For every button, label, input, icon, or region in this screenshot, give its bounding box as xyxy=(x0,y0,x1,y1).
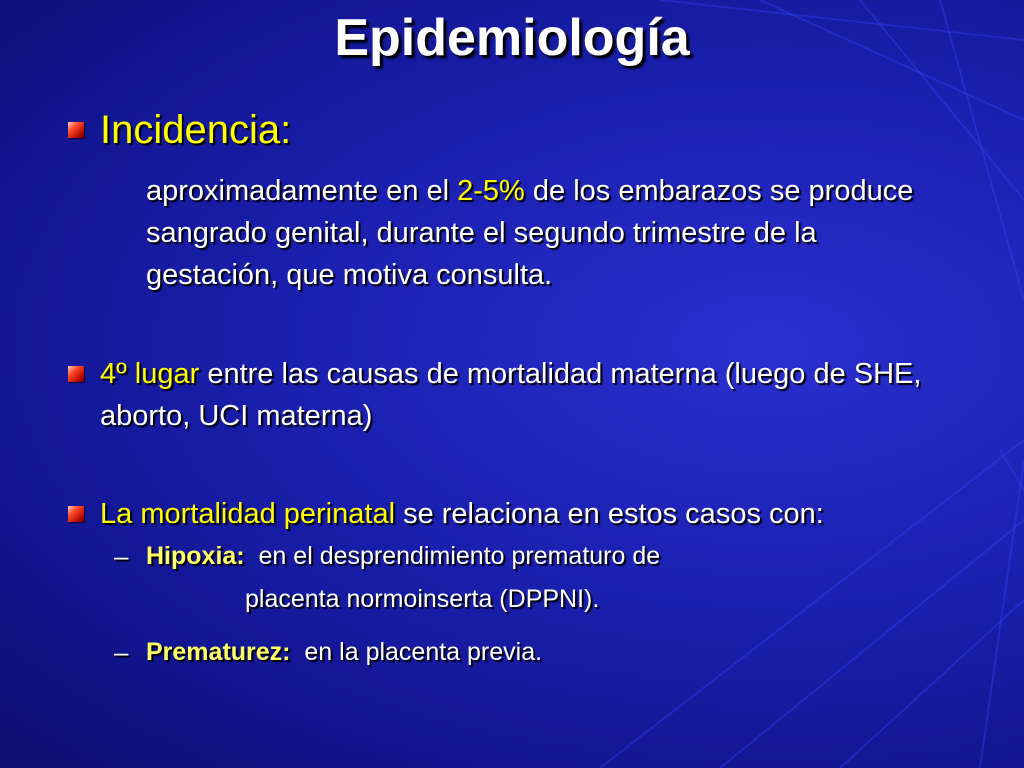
mortalidad-paragraph xyxy=(100,493,1000,535)
incidencia-highlight: 2-5% xyxy=(457,175,525,207)
dash-icon: – xyxy=(114,637,129,667)
lugar-highlight-number: 4º xyxy=(100,358,127,390)
incidencia-paragraph xyxy=(146,170,946,296)
incidencia-text-before: aproximadamente en el xyxy=(146,175,458,207)
bullet-icon xyxy=(68,506,84,522)
lugar-text: entre las causas de mortalidad materna (luego de SHE, aborto, UCI materna) xyxy=(100,358,922,432)
bullet-icon xyxy=(68,366,84,382)
sub-item-label: Prematurez: xyxy=(146,638,291,666)
sub-item-hipoxia xyxy=(146,534,906,578)
lugar-paragraph xyxy=(100,353,980,437)
sub-item-hipoxia-continuation: placenta normoinserta (DPPNI). xyxy=(245,585,600,613)
mortalidad-highlight: La mortalidad perinatal xyxy=(100,498,396,530)
mortalidad-text: se relaciona en estos casos con: xyxy=(395,498,824,530)
incidencia-text-after: de los embarazos se produce sangrado genital, durante el segundo trimestre de la gestación, que motiva consulta. xyxy=(146,175,914,291)
sub-item-line1: en el desprendimiento prematuro de xyxy=(258,542,661,570)
slide-title: Epidemiología xyxy=(334,9,690,67)
lugar-highlight-word: lugar xyxy=(126,358,200,390)
bullet-icon xyxy=(68,122,84,138)
incidencia-heading: Incidencia: xyxy=(100,108,292,152)
sub-item-label: Hipoxia: xyxy=(146,542,245,570)
dash-icon: – xyxy=(114,541,129,571)
sub-item-line1: en la placenta previa. xyxy=(304,638,543,666)
sub-item-prematurez xyxy=(146,630,906,674)
